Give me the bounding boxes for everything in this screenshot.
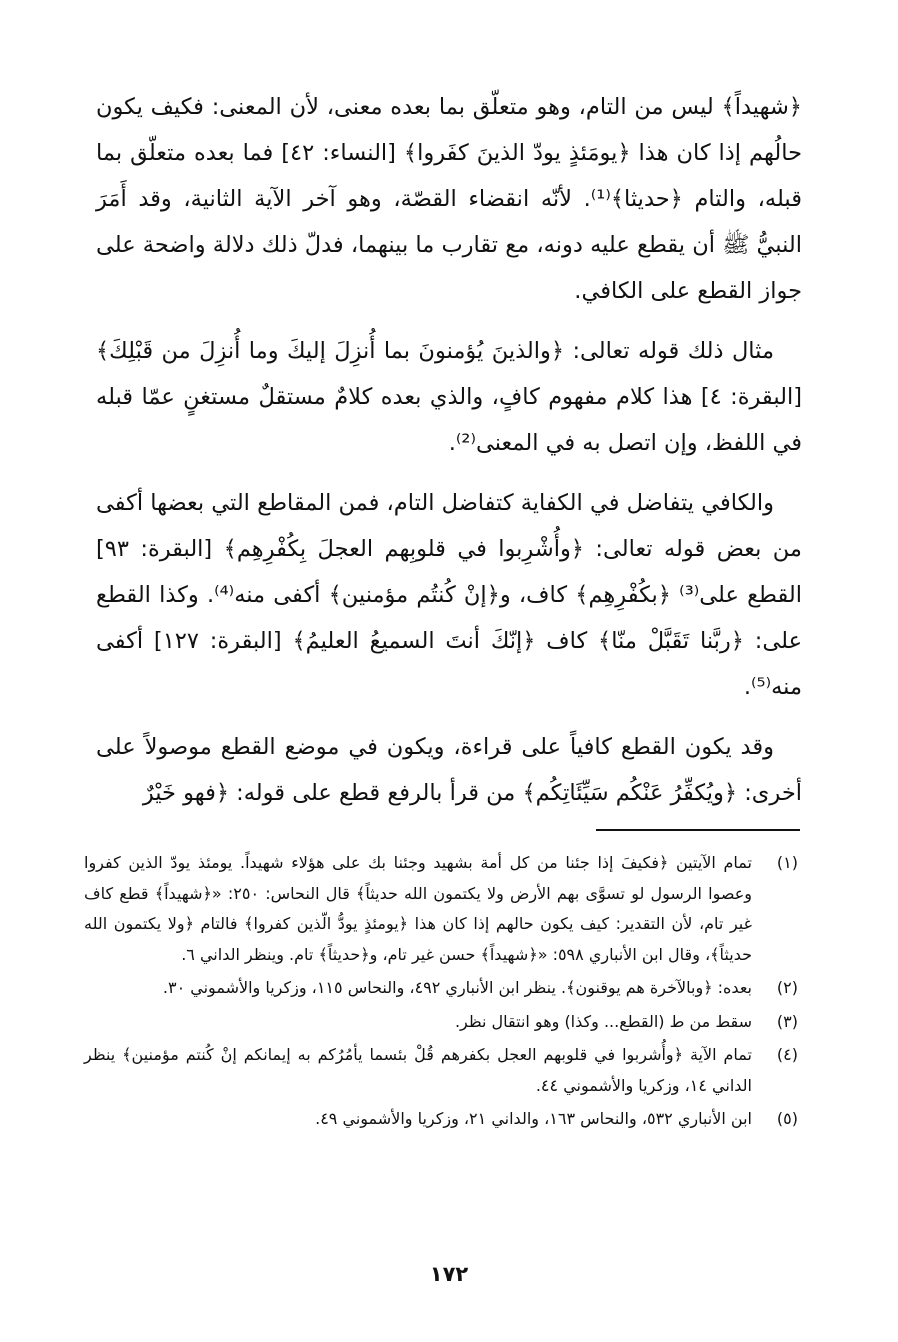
paragraph-4: وقد يكون القطع كافياً على قراءة، ويكون في موضع القطع موصولاً على أخرى: ﴿ويُكفِّرُ عَنْكُم سَيِّئَاتِكُم﴾ من قرأ بالرفع قطع على قوله: ﴿فهو خَيْرٌ [96, 734, 802, 806]
paragraph-1: ﴿شهيداً﴾ ليس من التام، وهو متعلّق بما بعده معنى، لأن المعنى: فكيف يكون حالُهم إذا كان هذا ﴿يومَئذٍ يودّ الذينَ كفَروا﴾ [النساء: ٤٢] فما بعده متعلّق بما قبله، والتام ﴿حديثا﴾⁽¹⁾. لأنّه انقضاء القصّة، وهو آخر الآية الثانية، وقد أَمَرَ النبيُّ ﷺ أن يقطع عليه دونه، مع تقارب ما بينهما، فدلّ ذلك دلالة واضحة على جواز القطع على الكافي. [96, 94, 802, 304]
main-text [96, 84, 802, 830]
footnote-text: تمام الآية ﴿وأُشربوا في قلوبهم العجل بكفرهم قُلْ بئسما يأمُرُكم به إيمانكم إنْ كُنتم مؤمنين﴾ ينظر الداني ١٤، وزكريا والأشموني ٤٤. [84, 1045, 752, 1095]
footnote-number: (٤) [776, 1045, 798, 1064]
footnote-4 [84, 1040, 798, 1101]
footnote-number: (٢) [776, 978, 798, 997]
page-number: ١٧٢ [429, 1262, 469, 1286]
footnote-text: بعده: ﴿وبالآخرة هم يوقنون﴾. ينظر ابن الأنباري ٤٩٢، والنحاس ١١٥، وزكريا والأشموني ٣٠. [162, 978, 752, 997]
footnote-text: تمام الآيتين ﴿فكيفَ إذا جئنا من كل أمة بشهيد وجئنا بك على هؤلاء شهيداً. يومئذ يودّ الذين كفروا وعصوا الرسول لو تسوَّى بهم الأرض ولا يكتمون الله حديثاً﴾ قال النحاس: ٢٥٠: «﴿شهيداً﴾ قطع كاف غير تام، لأن التقدير: كيف يكون حالهم إذا كان هذا ﴿يومئذٍ يودُّ الّذين كفروا﴾ فالتام ﴿ولا يكتمون الله حديثاً﴾، وقال ابن الأنباري ٥٩٨: «﴿شهيداً﴾ حسن غير تام، و﴿حديثاً﴾ تام. وينظر الداني ٦. [84, 853, 752, 964]
paragraph-3: والكافي يتفاضل في الكفاية كتفاضل التام، فمن المقاطع التي بعضها أكفى من بعض قوله تعالى: ﴿وأُشْرِبوا في قلوبِهم العجلَ بِكُفْرِهِم﴾ [البقرة: ٩٣] القطع على⁽³⁾ ﴿بكُفْرِهِم﴾ كاف، و﴿إنْ كُنتُم مؤمنين﴾ أكفى منه⁽⁴⁾. وكذا القطع على: ﴿ربَّنا تَقَبَّلْ منّا﴾ كاف ﴿إنّكَ أنتَ السميعُ العليمُ﴾ [البقرة: ١٢٧] أكفى منه⁽⁵⁾. [96, 490, 802, 700]
paragraph-2: مثال ذلك قوله تعالى: ﴿والذينَ يُؤمنونَ بما أُنزِلَ إليكَ وما أُنزِلَ من قَبْلِكَ﴾ [البقرة: ٤] هذا كلام مفهوم كافٍ، والذي بعده كلامٌ مستقلٌ مستغنٍ عمّا قبله في اللفظ، وإن اتصل به في المعنى⁽²⁾. [96, 338, 802, 456]
footnote-text: ابن الأنباري ٥٣٢، والنحاس ١٦٣، والداني ٢١، وزكريا والأشموني ٤٩. [315, 1109, 752, 1128]
footnote-2 [84, 973, 798, 1004]
footnote-1 [84, 848, 798, 970]
footnote-number: (٥) [776, 1109, 798, 1128]
footnote-number: (١) [776, 853, 798, 872]
footnote-text: سقط من ط (القطع... وكذا) وهو انتقال نظر. [454, 1011, 752, 1031]
footnote-number: (٣) [776, 1011, 798, 1031]
footnote-5 [84, 1104, 798, 1135]
footnotes [84, 848, 798, 1138]
footnote-3 [84, 1007, 798, 1038]
footnote-separator [596, 829, 800, 831]
